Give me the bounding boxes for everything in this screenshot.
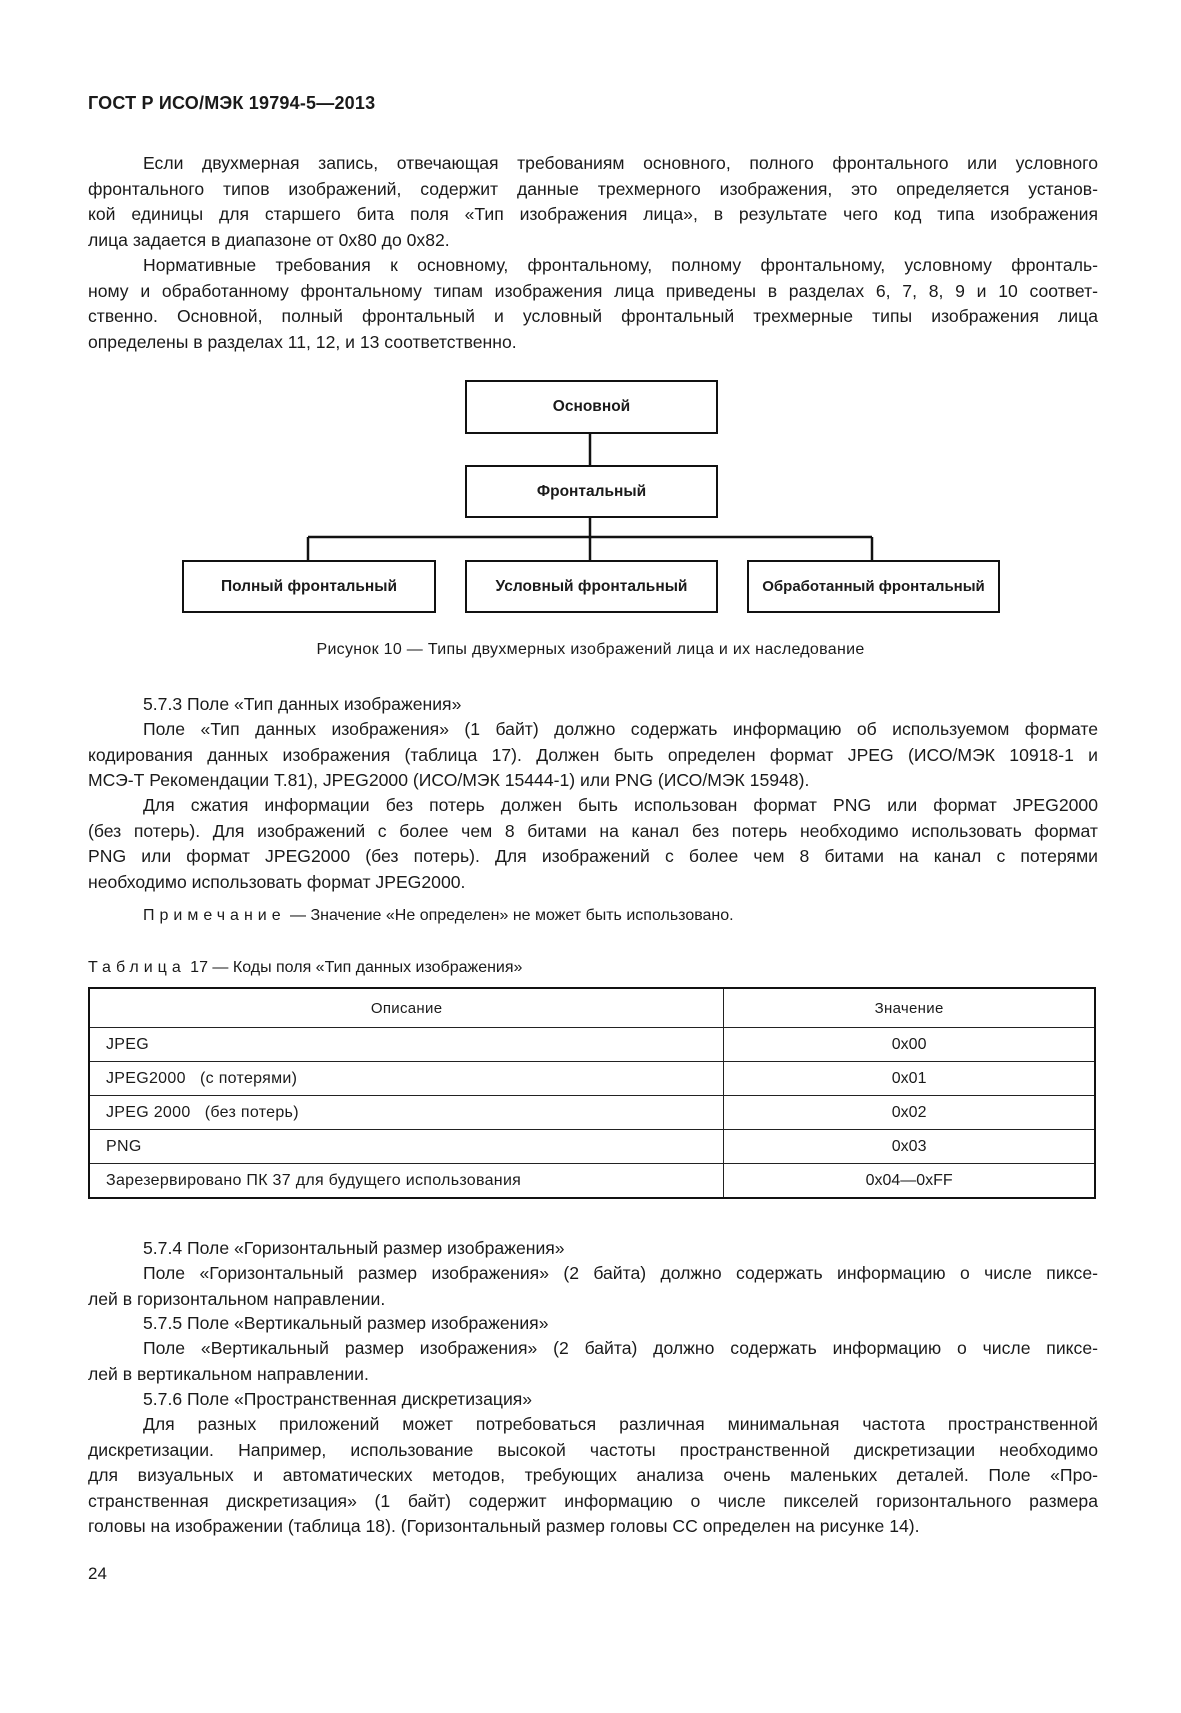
node-basic: Основной [465,380,718,434]
section-heading-5-7-4: 5.7.4 Поле «Горизонтальный размер изображения» [143,1238,565,1258]
table-row [89,1028,1095,1062]
text-line: Поле «Тип данных изображения» (1 байт) должно содержать информацию об используемом формате [143,719,1098,739]
text-line: кой единицы для старшего бита поля «Тип изображения лица», в результате чего код типа изображения [88,204,1098,224]
cell-description: Зарезервировано ПК 37 для будущего использования [89,1164,724,1199]
text-line: ственно. Основной, полный фронтальный и условный фронтальный трехмерные типы изображения лица [88,306,1098,326]
text-line: Если двухмерная запись, отвечающая требованиям основного, полного фронтального или условного [143,153,1098,173]
text-line: дискретизации. Например, использование высокой частоты пространственной дискретизации необходимо [88,1439,1098,1460]
text-line: определены в разделах 11, 12, и 13 соответственно. [88,331,517,352]
text-line: для визуальных и автоматических методов, требующих анализа очень маленьких деталей. Поле «Про- [88,1465,1098,1485]
section-heading-5-7-3: 5.7.3 Поле «Тип данных изображения» [143,694,462,714]
column-header-value: Значение [724,988,1095,1028]
s576-paragraph [88,1412,1098,1540]
intro-paragraph-2 [88,253,1098,355]
table-caption [88,959,522,977]
note [143,907,734,925]
text-line: (без потерь). Для изображений с более чем 8 битами на канал без потерь необходимо использовать формат [88,820,1098,841]
text-line: Поле «Вертикальный размер изображения» (2 байта) должно содержать информацию о числе пиксе- [143,1338,1098,1358]
table-row [89,1096,1095,1130]
page-number: 24 [88,1564,107,1583]
text-line: Поле «Горизонтальный размер изображения» (2 байта) должно содержать информацию о числе пиксе- [143,1263,1098,1283]
text-line: лица задается в диапазоне от 0x80 до 0x82. [88,229,450,250]
cell-value: 0x04—0xFF [724,1164,1095,1199]
text-line: необходимо использовать формат JPEG2000. [88,871,466,892]
document-header: ГОСТ Р ИСО/МЭК 19794-5—2013 [88,93,376,113]
cell-value: 0x00 [724,1028,1095,1062]
text-line: PNG или формат JPEG2000 (без потерь). Для изображений с более чем 8 битами на канал с потерями [88,846,1098,866]
table-row [89,1130,1095,1164]
text-line: лей в горизонтальном направлении. [88,1288,386,1309]
column-header-description: Описание [89,988,724,1028]
cell-value: 0x02 [724,1096,1095,1130]
cell-description: PNG [89,1130,724,1164]
intro-paragraph-1 [88,151,1098,253]
table-caption-label: Таблица [88,959,186,976]
table-row [89,1062,1095,1096]
table-caption-text: 17 — Коды поля «Тип данных изображения» [185,959,523,976]
text-line: ному и обработанному фронтальному типам изображения лица приведены в разделах 6, 7, 8, 9 и 10 соответ- [88,280,1098,301]
text-line: Нормативные требования к основному, фронтальному, полному фронтальному, условному фронталь- [143,255,1098,275]
text-line: лей в вертикальном направлении. [88,1363,369,1384]
cell-value: 0x01 [724,1062,1095,1096]
text-line: головы на изображении (таблица 18). (Горизонтальный размер головы CC определен на рисунке 14). [88,1516,920,1536]
text-line: странственная дискретизация» (1 байт) содержит информацию о числе пикселей горизонтального размера [88,1490,1098,1511]
text-line: Для сжатия информации без потерь должен быть использован формат PNG или формат JPEG2000 [143,795,1098,815]
section-heading-5-7-5: 5.7.5 Поле «Вертикальный размер изображения» [143,1313,549,1333]
node-frontal: Фронтальный [465,465,718,518]
s573-paragraph-2 [88,793,1098,895]
s573-paragraph-1 [88,717,1098,794]
cell-description: JPEG [89,1028,724,1062]
s575-paragraph [88,1336,1098,1387]
cell-description: JPEG2000 (с потерями) [89,1062,724,1096]
s574-paragraph [88,1261,1098,1312]
table-row [89,1164,1095,1199]
figure-caption: Рисунок 10 — Типы двухмерных изображений лица и их наследование [316,641,865,658]
table-header-row [89,988,1095,1028]
note-label: Примечание [143,907,286,924]
node-conditional-frontal: Условный фронтальный [465,560,718,613]
text-line: кодирования данных изображения (таблица 17). Должен быть определен формат JPEG (ИСО/МЭК 10918-1 и [88,744,1098,765]
node-full-frontal: Полный фронтальный [182,560,436,613]
section-heading-5-7-6: 5.7.6 Поле «Пространственная дискретизация» [143,1389,533,1409]
text-line: МСЭ-Т Рекомендации Т.81), JPEG2000 (ИСО/МЭК 15444-1) или PNG (ИСО/МЭК 15948). [88,770,810,790]
node-processed-frontal: Обработанный фронтальный [747,560,1000,613]
note-text: — Значение «Не определен» не может быть использовано. [285,907,734,924]
cell-value: 0x03 [724,1130,1095,1164]
cell-description: JPEG 2000 (без потерь) [89,1096,724,1130]
text-line: фронтального типов изображений, содержит данные трехмерного изображения, это определяется установ- [88,178,1098,199]
image-data-type-table [88,987,1096,1199]
text-line: Для разных приложений может потребоваться различная минимальная частота пространственной [143,1414,1098,1434]
